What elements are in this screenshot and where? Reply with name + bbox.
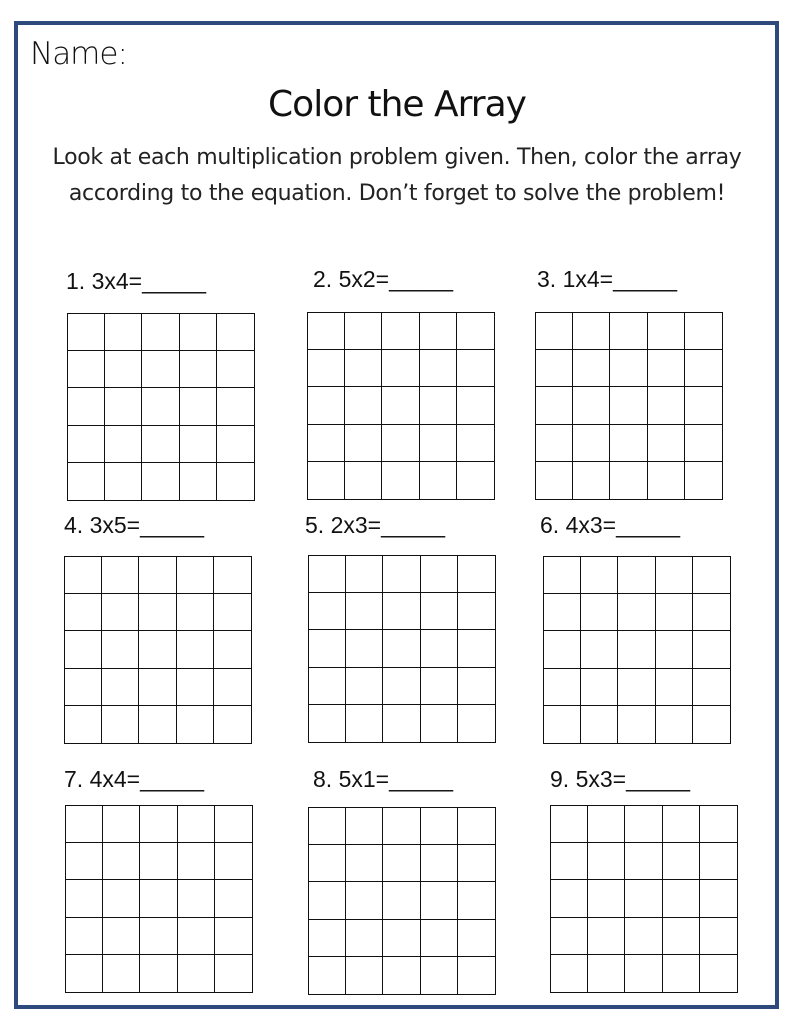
grid-cell[interactable] <box>382 425 419 462</box>
grid-cell[interactable] <box>345 425 382 462</box>
array-grid-9[interactable] <box>550 805 738 993</box>
grid-cell[interactable] <box>103 880 140 917</box>
grid-cell[interactable] <box>180 314 217 351</box>
array-grid-7[interactable] <box>65 805 253 993</box>
grid-cell[interactable] <box>588 880 625 917</box>
grid-cell[interactable] <box>142 426 179 463</box>
grid-cell[interactable] <box>177 669 214 706</box>
grid-cell[interactable] <box>346 882 383 919</box>
grid-cell[interactable] <box>142 314 179 351</box>
grid-cell[interactable] <box>693 557 730 594</box>
grid-cell[interactable] <box>68 388 105 425</box>
grid-cell[interactable] <box>177 594 214 631</box>
grid-cell[interactable] <box>66 806 103 843</box>
grid-cell[interactable] <box>700 918 737 955</box>
grid-cell[interactable] <box>458 882 495 919</box>
grid-cell[interactable] <box>581 631 618 668</box>
grid-cell[interactable] <box>625 880 662 917</box>
grid-cell[interactable] <box>536 387 573 424</box>
grid-cell[interactable] <box>421 556 458 593</box>
grid-cell[interactable] <box>346 705 383 742</box>
grid-cell[interactable] <box>581 706 618 743</box>
grid-cell[interactable] <box>421 630 458 667</box>
array-grid-1[interactable] <box>67 313 255 501</box>
grid-cell[interactable] <box>214 631 251 668</box>
grid-cell[interactable] <box>573 462 610 499</box>
grid-cell[interactable] <box>685 350 722 387</box>
grid-cell[interactable] <box>618 557 655 594</box>
grid-cell[interactable] <box>588 806 625 843</box>
grid-cell[interactable] <box>66 843 103 880</box>
grid-cell[interactable] <box>139 631 176 668</box>
grid-cell[interactable] <box>217 388 254 425</box>
grid-cell[interactable] <box>180 463 217 500</box>
grid-cell[interactable] <box>178 806 215 843</box>
instructions-line-1: Look at each multiplication problem given. Then, color the array <box>52 145 742 170</box>
grid-cell[interactable] <box>308 387 345 424</box>
grid-cell[interactable] <box>458 808 495 845</box>
grid-cell[interactable] <box>383 808 420 845</box>
grid-cell[interactable] <box>625 955 662 992</box>
grid-cell[interactable] <box>458 920 495 957</box>
grid-cell[interactable] <box>140 880 177 917</box>
problem-5-label: 5. 2x3=_____ <box>305 512 446 538</box>
grid-cell[interactable] <box>648 313 685 350</box>
grid-cell[interactable] <box>656 706 693 743</box>
grid-cell[interactable] <box>65 669 102 706</box>
grid-cell[interactable] <box>345 350 382 387</box>
grid-cell[interactable] <box>663 918 700 955</box>
problem-3-label: 3. 1x4=_____ <box>537 266 678 292</box>
grid-cell[interactable] <box>309 556 346 593</box>
grid-cell[interactable] <box>309 593 346 630</box>
grid-cell[interactable] <box>65 594 102 631</box>
grid-cell[interactable] <box>457 425 494 462</box>
grid-cell[interactable] <box>573 350 610 387</box>
grid-cell[interactable] <box>420 425 457 462</box>
grid-cell[interactable] <box>551 955 588 992</box>
grid-cell[interactable] <box>65 631 102 668</box>
grid-cell[interactable] <box>346 630 383 667</box>
grid-cell[interactable] <box>214 669 251 706</box>
grid-cell[interactable] <box>551 880 588 917</box>
grid-cell[interactable] <box>421 808 458 845</box>
grid-cell[interactable] <box>536 313 573 350</box>
problem-2-label: 2. 5x2=_____ <box>313 266 454 292</box>
grid-cell[interactable] <box>215 843 252 880</box>
grid-cell[interactable] <box>610 462 647 499</box>
grid-cell[interactable] <box>581 594 618 631</box>
grid-cell[interactable] <box>105 463 142 500</box>
grid-cell[interactable] <box>215 806 252 843</box>
grid-cell[interactable] <box>588 918 625 955</box>
grid-cell[interactable] <box>693 669 730 706</box>
grid-cell[interactable] <box>551 918 588 955</box>
grid-cell[interactable] <box>217 426 254 463</box>
grid-cell[interactable] <box>458 668 495 705</box>
grid-cell[interactable] <box>458 705 495 742</box>
grid-cell[interactable] <box>544 594 581 631</box>
array-grid-4[interactable] <box>64 556 252 744</box>
problem-1-label: 1. 3x4=_____ <box>66 268 207 294</box>
grid-cell[interactable] <box>215 955 252 992</box>
grid-cell[interactable] <box>544 557 581 594</box>
grid-cell[interactable] <box>102 557 139 594</box>
grid-cell[interactable] <box>663 843 700 880</box>
grid-cell[interactable] <box>180 388 217 425</box>
grid-cell[interactable] <box>309 630 346 667</box>
grid-cell[interactable] <box>309 882 346 919</box>
grid-cell[interactable] <box>383 957 420 994</box>
grid-cell[interactable] <box>421 845 458 882</box>
grid-cell[interactable] <box>102 669 139 706</box>
grid-cell[interactable] <box>105 314 142 351</box>
grid-cell[interactable] <box>102 706 139 743</box>
grid-cell[interactable] <box>588 955 625 992</box>
grid-cell[interactable] <box>618 706 655 743</box>
grid-cell[interactable] <box>214 706 251 743</box>
grid-cell[interactable] <box>420 462 457 499</box>
grid-cell[interactable] <box>140 843 177 880</box>
grid-cell[interactable] <box>420 387 457 424</box>
grid-cell[interactable] <box>421 957 458 994</box>
grid-cell[interactable] <box>180 351 217 388</box>
grid-cell[interactable] <box>103 806 140 843</box>
grid-cell[interactable] <box>685 462 722 499</box>
grid-cell[interactable] <box>103 918 140 955</box>
grid-cell[interactable] <box>458 957 495 994</box>
grid-cell[interactable] <box>663 806 700 843</box>
grid-cell[interactable] <box>215 918 252 955</box>
worksheet-title: Color the Array <box>268 84 526 125</box>
grid-cell[interactable] <box>625 918 662 955</box>
grid-cell[interactable] <box>700 806 737 843</box>
grid-cell[interactable] <box>214 557 251 594</box>
grid-cell[interactable] <box>68 463 105 500</box>
grid-cell[interactable] <box>308 313 345 350</box>
grid-cell[interactable] <box>139 669 176 706</box>
grid-cell[interactable] <box>648 350 685 387</box>
grid-cell[interactable] <box>103 843 140 880</box>
grid-cell[interactable] <box>383 593 420 630</box>
grid-cell[interactable] <box>573 425 610 462</box>
grid-cell[interactable] <box>217 314 254 351</box>
grid-cell[interactable] <box>345 387 382 424</box>
grid-cell[interactable] <box>573 313 610 350</box>
grid-cell[interactable] <box>68 351 105 388</box>
grid-cell[interactable] <box>140 806 177 843</box>
grid-cell[interactable] <box>346 593 383 630</box>
grid-cell[interactable] <box>140 918 177 955</box>
grid-cell[interactable] <box>693 594 730 631</box>
grid-cell[interactable] <box>421 920 458 957</box>
grid-cell[interactable] <box>610 425 647 462</box>
grid-cell[interactable] <box>656 594 693 631</box>
grid-cell[interactable] <box>648 462 685 499</box>
grid-cell[interactable] <box>309 845 346 882</box>
grid-cell[interactable] <box>685 387 722 424</box>
grid-cell[interactable] <box>618 594 655 631</box>
grid-cell[interactable] <box>685 425 722 462</box>
grid-cell[interactable] <box>309 957 346 994</box>
grid-cell[interactable] <box>656 669 693 706</box>
grid-cell[interactable] <box>309 668 346 705</box>
grid-cell[interactable] <box>536 350 573 387</box>
grid-cell[interactable] <box>421 705 458 742</box>
grid-cell[interactable] <box>693 631 730 668</box>
grid-cell[interactable] <box>346 845 383 882</box>
grid-cell[interactable] <box>308 462 345 499</box>
grid-cell[interactable] <box>457 350 494 387</box>
grid-cell[interactable] <box>177 631 214 668</box>
grid-cell[interactable] <box>656 631 693 668</box>
grid-cell[interactable] <box>217 351 254 388</box>
grid-cell[interactable] <box>573 387 610 424</box>
grid-cell[interactable] <box>214 594 251 631</box>
grid-cell[interactable] <box>625 806 662 843</box>
name-label: Name: <box>30 36 127 72</box>
problem-7-label: 7. 4x4=_____ <box>64 766 205 792</box>
grid-cell[interactable] <box>140 955 177 992</box>
grid-cell[interactable] <box>421 593 458 630</box>
grid-cell[interactable] <box>68 314 105 351</box>
grid-cell[interactable] <box>346 920 383 957</box>
grid-cell[interactable] <box>382 462 419 499</box>
grid-cell[interactable] <box>382 387 419 424</box>
grid-cell[interactable] <box>105 351 142 388</box>
grid-cell[interactable] <box>309 920 346 957</box>
grid-cell[interactable] <box>700 843 737 880</box>
grid-cell[interactable] <box>700 955 737 992</box>
grid-cell[interactable] <box>346 556 383 593</box>
problem-6-label: 6. 4x3=_____ <box>540 512 681 538</box>
grid-cell[interactable] <box>383 668 420 705</box>
grid-cell[interactable] <box>65 706 102 743</box>
grid-cell[interactable] <box>648 387 685 424</box>
grid-cell[interactable] <box>551 806 588 843</box>
grid-cell[interactable] <box>421 882 458 919</box>
grid-cell[interactable] <box>685 313 722 350</box>
grid-cell[interactable] <box>139 594 176 631</box>
grid-cell[interactable] <box>618 631 655 668</box>
grid-cell[interactable] <box>308 425 345 462</box>
grid-cell[interactable] <box>656 557 693 594</box>
grid-cell[interactable] <box>346 668 383 705</box>
grid-cell[interactable] <box>139 557 176 594</box>
grid-cell[interactable] <box>544 706 581 743</box>
grid-cell[interactable] <box>383 845 420 882</box>
grid-cell[interactable] <box>178 843 215 880</box>
problem-8-label: 8. 5x1=_____ <box>313 766 454 792</box>
grid-cell[interactable] <box>65 557 102 594</box>
grid-cell[interactable] <box>458 556 495 593</box>
grid-cell[interactable] <box>345 313 382 350</box>
grid-cell[interactable] <box>346 808 383 845</box>
grid-cell[interactable] <box>102 594 139 631</box>
grid-cell[interactable] <box>142 351 179 388</box>
grid-cell[interactable] <box>308 350 345 387</box>
instructions-line-2: according to the equation. Don’t forget to solve the problem! <box>68 181 726 206</box>
grid-cell[interactable] <box>177 706 214 743</box>
grid-cell[interactable] <box>105 388 142 425</box>
grid-cell[interactable] <box>536 425 573 462</box>
grid-cell[interactable] <box>66 955 103 992</box>
array-grid-8[interactable] <box>308 807 496 995</box>
grid-cell[interactable] <box>663 880 700 917</box>
grid-cell[interactable] <box>588 843 625 880</box>
grid-cell[interactable] <box>457 387 494 424</box>
grid-cell[interactable] <box>103 955 140 992</box>
grid-cell[interactable] <box>382 313 419 350</box>
grid-cell[interactable] <box>68 426 105 463</box>
array-grid-5[interactable] <box>308 555 496 743</box>
grid-cell[interactable] <box>581 669 618 706</box>
grid-cell[interactable] <box>215 880 252 917</box>
grid-cell[interactable] <box>383 556 420 593</box>
grid-cell[interactable] <box>345 462 382 499</box>
grid-cell[interactable] <box>610 350 647 387</box>
grid-cell[interactable] <box>693 706 730 743</box>
grid-cell[interactable] <box>309 808 346 845</box>
grid-cell[interactable] <box>536 462 573 499</box>
grid-cell[interactable] <box>180 426 217 463</box>
grid-cell[interactable] <box>383 705 420 742</box>
grid-cell[interactable] <box>66 918 103 955</box>
grid-cell[interactable] <box>581 557 618 594</box>
grid-cell[interactable] <box>458 845 495 882</box>
grid-cell[interactable] <box>382 350 419 387</box>
grid-cell[interactable] <box>66 880 103 917</box>
problem-9-label: 9. 5x3=_____ <box>550 766 691 792</box>
grid-cell[interactable] <box>421 668 458 705</box>
grid-cell[interactable] <box>105 426 142 463</box>
grid-cell[interactable] <box>383 630 420 667</box>
grid-cell[interactable] <box>457 313 494 350</box>
grid-cell[interactable] <box>610 387 647 424</box>
grid-cell[interactable] <box>383 920 420 957</box>
grid-cell[interactable] <box>346 957 383 994</box>
grid-cell[interactable] <box>178 918 215 955</box>
grid-cell[interactable] <box>700 880 737 917</box>
grid-cell[interactable] <box>102 631 139 668</box>
problem-4-label: 4. 3x5=_____ <box>64 512 205 538</box>
grid-cell[interactable] <box>178 955 215 992</box>
grid-cell[interactable] <box>177 557 214 594</box>
grid-cell[interactable] <box>544 669 581 706</box>
grid-cell[interactable] <box>458 593 495 630</box>
grid-cell[interactable] <box>217 463 254 500</box>
grid-cell[interactable] <box>142 463 179 500</box>
grid-cell[interactable] <box>420 313 457 350</box>
grid-cell[interactable] <box>648 425 685 462</box>
grid-cell[interactable] <box>458 630 495 667</box>
grid-cell[interactable] <box>610 313 647 350</box>
grid-cell[interactable] <box>618 669 655 706</box>
grid-cell[interactable] <box>457 462 494 499</box>
array-grid-2[interactable] <box>307 312 495 500</box>
grid-cell[interactable] <box>544 631 581 668</box>
grid-cell[interactable] <box>142 388 179 425</box>
grid-cell[interactable] <box>383 882 420 919</box>
grid-cell[interactable] <box>663 955 700 992</box>
grid-cell[interactable] <box>309 705 346 742</box>
grid-cell[interactable] <box>139 706 176 743</box>
grid-cell[interactable] <box>625 843 662 880</box>
array-grid-6[interactable] <box>543 556 731 744</box>
grid-cell[interactable] <box>178 880 215 917</box>
array-grid-3[interactable] <box>535 312 723 500</box>
grid-cell[interactable] <box>551 843 588 880</box>
grid-cell[interactable] <box>420 350 457 387</box>
